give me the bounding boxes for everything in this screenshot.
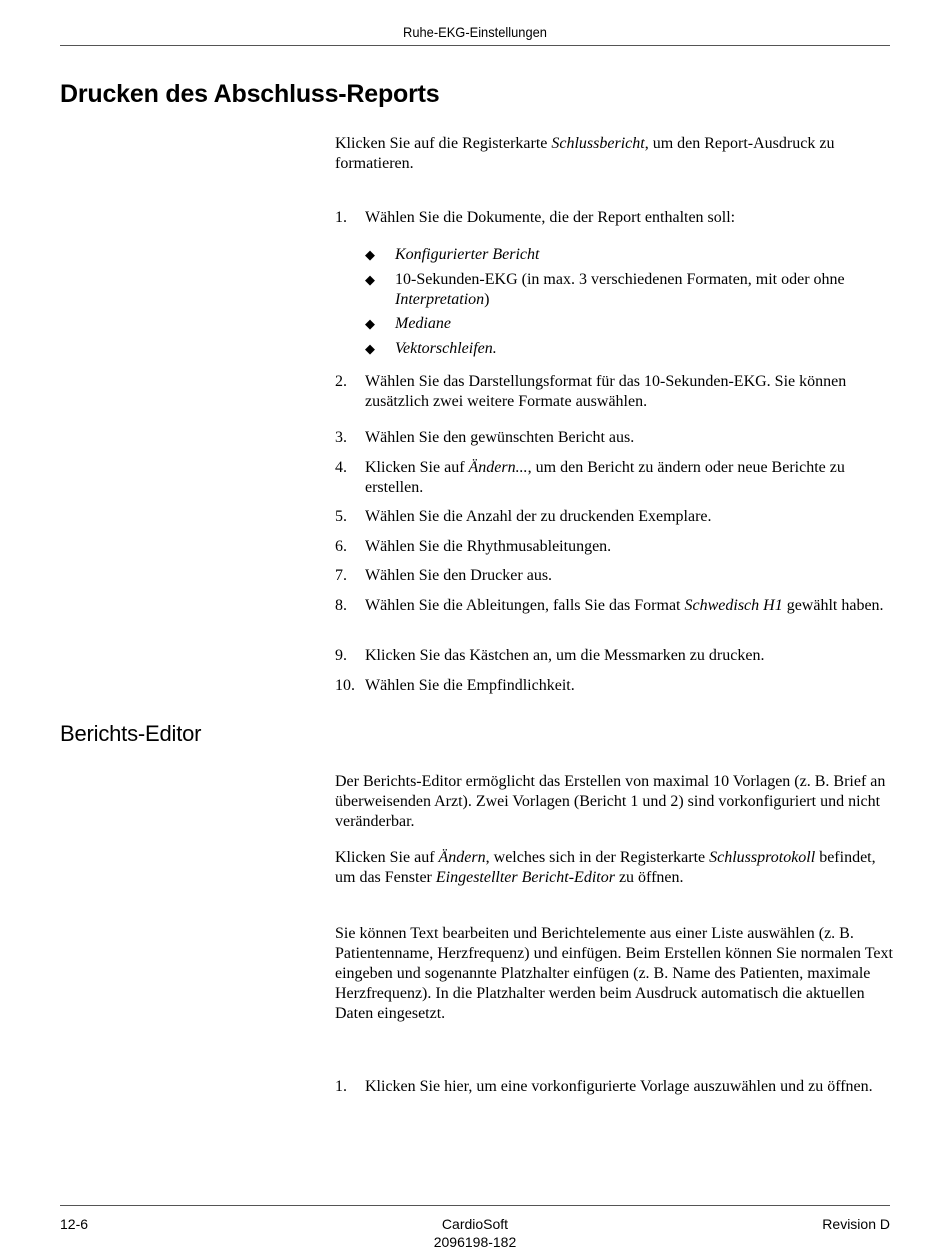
step-item: 1. Klicken Sie hier, um eine vorkonfigurierte Vorlage auszuwählen und zu öffnen.: [335, 1078, 873, 1095]
step-item: 4. Klicken Sie auf Ändern..., um den Bericht zu ändern oder neue Berichte zu erstellen.: [335, 459, 845, 496]
section-title-berichts-editor: Berichts-Editor: [60, 721, 202, 746]
section-title-drucken: Drucken des Abschluss-Reports: [60, 80, 440, 108]
step-item: 9. Klicken Sie das Kästchen an, um die Messmarken zu drucken.: [335, 647, 765, 664]
footer-center: [60, 1215, 890, 1251]
step-item: 8. Wählen Sie die Ableitungen, falls Sie das Format Schwedisch H1 gewählt haben.: [335, 597, 884, 614]
diamond-bullet-icon: ◆: [365, 247, 375, 262]
step-item: 2. Wählen Sie das Darstellungsformat für das 10-Sekunden-EKG. Sie können zusätzlich zwei weitere Formate auswählen.: [335, 373, 847, 410]
revision-label: Revision D: [822, 1216, 890, 1232]
step-item: 10. Wählen Sie die Empfindlichkeit.: [335, 677, 575, 694]
bullet-item: ◆ Konfigurierter Bericht: [365, 246, 540, 263]
step-item: 1. Wählen Sie die Dokumente, die der Report enthalten soll:: [335, 209, 736, 226]
bullet-item: ◆ Mediane: [365, 315, 451, 332]
diamond-bullet-icon: ◆: [365, 272, 375, 287]
step-item: 7. Wählen Sie den Drucker aus.: [335, 567, 553, 584]
intro-paragraph: Klicken Sie auf die Registerkarte Schlussbericht, um den Report-Ausdruck zu formatieren.: [335, 135, 835, 172]
running-header: Ruhe-EKG-Einstellungen: [403, 24, 547, 40]
diamond-bullet-icon: ◆: [365, 316, 375, 331]
editor-paragraph: Der Berichts-Editor ermöglicht das Erstellen von maximal 10 Vorlagen (z. B. Brief an überweisenden Arzt). Zwei Vorlagen (Bericht 1 und 2) sind vorkonfiguriert und nicht veränderbar.: [335, 773, 886, 830]
step-item: 5. Wählen Sie die Anzahl der zu druckenden Exemplare.: [335, 508, 712, 525]
editor-paragraph: Klicken Sie auf Ändern, welches sich in der Registerkarte Schlussprotokoll befindet, um das Fenster Eingestellter Bericht-Editor zu öffnen.: [335, 849, 876, 886]
editor-paragraph: Sie können Text bearbeiten und Berichtelemente aus einer Liste auswählen (z. B. Patientenname, Herzfrequenz) und einfügen. Beim Erstellen können Sie normalen Text eingeben und sogenannte Platzhalter einfügen (z. B. Name des Patienten, maximale Herzfrequenz). In die Platzhalter werden beim Ausdruck automatisch die aktuellen Daten eingesetzt.: [335, 925, 893, 1022]
diamond-bullet-icon: ◆: [365, 341, 375, 356]
step-item: 3. Wählen Sie den gewünschten Bericht aus.: [335, 429, 635, 446]
header-rule: [60, 45, 890, 46]
document-number: 2096198-182: [433, 1234, 517, 1250]
page-number: 12-6: [60, 1216, 89, 1232]
product-name: CardioSoft: [441, 1216, 509, 1232]
bullet-item: ◆ Vektorschleifen.: [365, 340, 497, 357]
bullet-item: ◆ 10-Sekunden-EKG (in max. 3 verschiedenen Formaten, mit oder ohne Interpretation): [365, 271, 845, 308]
step-item: 6. Wählen Sie die Rhythmusableitungen.: [335, 538, 612, 555]
footer-rule: [60, 1205, 890, 1206]
